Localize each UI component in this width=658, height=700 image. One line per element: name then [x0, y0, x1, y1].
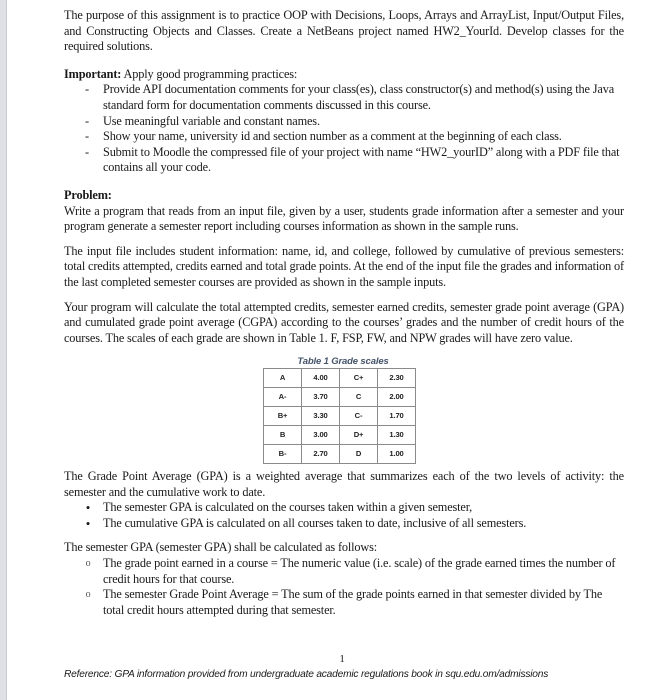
- dash-bullet-icon: -: [85, 129, 89, 144]
- problem-paragraph: Write a program that reads from an input file, given by a user, students grade information after a semester and your program generate a semester report including courses information as shown in the sample runs.: [64, 203, 624, 234]
- table-row: [264, 407, 416, 426]
- table-cell: 4.00: [302, 369, 340, 388]
- gpa-intro-paragraph: The Grade Point Average (GPA) is a weighted average that summarizes each of the two levels of activity: the semester and the cumulative work to date.: [64, 469, 624, 499]
- grade-scales-table: [263, 368, 416, 464]
- table-row: [264, 388, 416, 407]
- list-item-text: Provide API documentation comments for your class(es), class constructor(s) and method(s) using the Java standard form for documentation comments discussed in this course.: [103, 82, 614, 112]
- list-item: [64, 500, 624, 516]
- table-cell: B-: [264, 445, 302, 464]
- practices-list: [64, 82, 624, 176]
- table-cell: 2.30: [378, 369, 416, 388]
- circle-bullet-icon: o: [85, 589, 91, 601]
- list-item-text: The semester GPA is calculated on the courses taken within a given semester,: [103, 500, 473, 515]
- list-item: [64, 114, 624, 130]
- table-cell: D: [340, 445, 378, 464]
- list-item: [64, 145, 624, 176]
- calc-intro-paragraph: The semester GPA (semester GPA) shall be calculated as follows:: [64, 540, 378, 555]
- table-row: [264, 445, 416, 464]
- table-cell: 2.70: [302, 445, 340, 464]
- table-cell: 3.70: [302, 388, 340, 407]
- list-item-text: Show your name, university id and section number as a comment at the beginning of each class.: [103, 129, 562, 144]
- list-item-text: The cumulative GPA is calculated on all courses taken to date, inclusive of all semesters.: [103, 515, 527, 530]
- dash-bullet-icon: -: [85, 144, 89, 159]
- important-text: Apply good programming practices:: [121, 66, 298, 81]
- list-item: [64, 556, 624, 587]
- table-cell: A-: [264, 388, 302, 407]
- list-item-text: Submit to Moodle the compressed file of your project with name “HW2_yourID” along with a PDF file that contains all your code.: [103, 144, 620, 175]
- reference-footnote: Reference: GPA information provided from undergraduate academic regulations book in squ.edu.om/admissions: [64, 669, 549, 680]
- window-left-edge: [0, 0, 7, 700]
- problem-heading: Problem:: [64, 187, 112, 202]
- dash-bullet-icon: -: [85, 82, 89, 97]
- list-item: [64, 129, 624, 145]
- gpa-bullet-list: [64, 500, 624, 531]
- page-number: 1: [339, 653, 345, 665]
- table-cell: 3.00: [302, 426, 340, 445]
- table-cell: C: [340, 388, 378, 407]
- input-file-paragraph: The input file includes student information: name, id, and college, followed by cumulative of previous semesters: total credits attempted, credits earned and total grade points. At the end of the input file the grades and information of the last completed semester courses are provided as shown in the sample inputs.: [64, 243, 624, 289]
- dash-bullet-icon: -: [85, 113, 89, 128]
- list-item: [64, 587, 624, 618]
- table-cell: 3.30: [302, 407, 340, 426]
- list-item: [64, 82, 624, 113]
- calc-list: [64, 556, 624, 618]
- table-cell: D+: [340, 426, 378, 445]
- table-cell: C-: [340, 407, 378, 426]
- table-cell: B: [264, 426, 302, 445]
- table-caption: Table 1 Grade scales: [297, 356, 389, 367]
- disc-bullet-icon: •: [85, 500, 91, 516]
- table-cell: 1.30: [378, 426, 416, 445]
- document-page: [64, 8, 624, 680]
- intro-paragraph: The purpose of this assignment is to practice OOP with Decisions, Loops, Arrays and ArrayList, Input/Output Files, and Constructing Objects and Classes. Create a NetBeans project named HW2_YourId. Develop classes for the required solutions.: [64, 8, 624, 54]
- table-row: [264, 426, 416, 445]
- list-item-text: The grade point earned in a course = The numeric value (i.e. scale) of the grade earned times the number of credit hours for that course.: [103, 555, 616, 586]
- table-cell: 2.00: [378, 388, 416, 407]
- disc-bullet-icon: •: [85, 515, 91, 531]
- table-cell: A: [264, 369, 302, 388]
- table-cell: C+: [340, 369, 378, 388]
- circle-bullet-icon: o: [85, 557, 91, 569]
- calculation-paragraph: Your program will calculate the total attempted credits, semester earned credits, semester grade point average (GPA) and cumulated grade point average (CGPA) according to the courses’ grades and the number of credit hours of the courses. The scales of each grade are shown in Table 1. F, FSP, FW, and NPW grades will have zero value.: [64, 299, 624, 345]
- list-item-text: The semester Grade Point Average = The sum of the grade points earned in that semester divided by The total credit hours attempted during that semester.: [103, 587, 603, 617]
- table-cell: 1.00: [378, 445, 416, 464]
- table-row: [264, 369, 416, 388]
- important-label: Important:: [64, 66, 122, 81]
- list-item: [64, 516, 624, 532]
- table-cell: 1.70: [378, 407, 416, 426]
- list-item-text: Use meaningful variable and constant names.: [103, 113, 320, 128]
- gpa-section: [64, 469, 624, 618]
- table-cell: B+: [264, 407, 302, 426]
- important-heading: [64, 67, 624, 83]
